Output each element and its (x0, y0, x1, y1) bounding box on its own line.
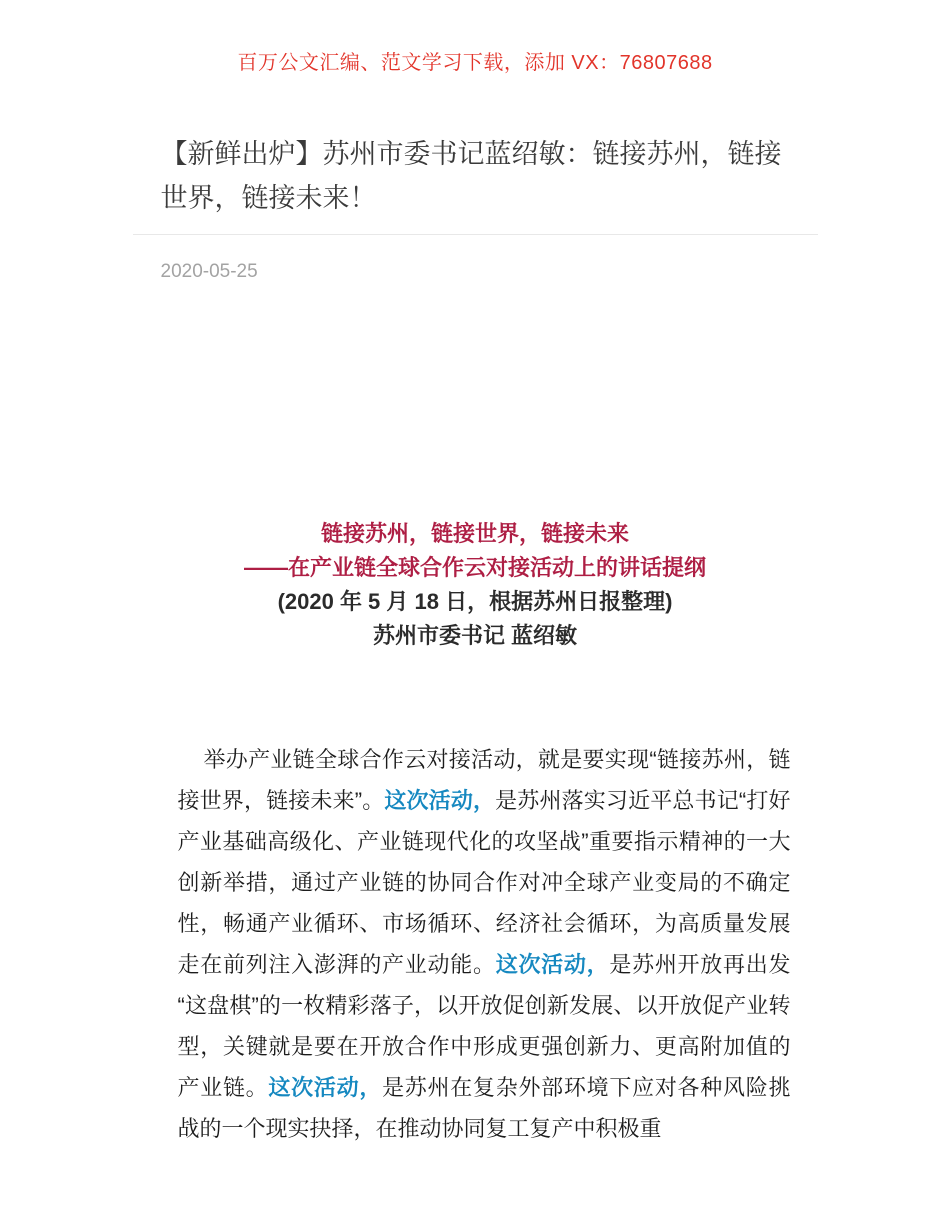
highlight-phrase: 这次活动， (268, 1075, 383, 1100)
paragraph-text: 举办产业链全球合作云对接活动，就是要实现“链接苏州，链接世界，链接未来”。 (177, 747, 791, 813)
body-paragraph (178, 739, 791, 1149)
highlight-phrase: 这次活动， (495, 952, 610, 977)
paragraph-text: 是苏州落实习近平总书记“打好产业基础高级化、产业链现代化的攻坚战”重要指示精神的一大创新举措，通过产业链的协同合作对冲全球产业变局的不确定性，畅通产业循环、市场循环、经济社会循环，为高质量发展走在前列注入澎湃的产业动能。 (177, 788, 791, 977)
speech-title-line2: ——在产业链全球合作云对接活动上的讲话提纲 (243, 555, 706, 580)
article-container (133, 76, 818, 1149)
promo-banner: 百万公文汇编、范文学习下载，添加 VX：76807688 (237, 52, 713, 74)
paragraph-text: 是苏州在复杂外部环境下应对各种风险挑战的一个现实抉择，在推动协同复工复产中积极重 (177, 1075, 791, 1141)
speech-author-line: 苏州市委书记 蓝绍敏 (372, 623, 578, 648)
publish-date: 2020-05-25 (160, 261, 258, 282)
speech-title-line1: 链接苏州，链接世界，链接未来 (320, 521, 629, 546)
speech-heading (133, 517, 818, 653)
paragraph-text: 是苏州开放再出发“这盘棋”的一枚精彩落子，以开放促创新发展、以开放促产业转型，关键就是要在开放合作中形成更强创新力、更高附加值的产业链。 (177, 952, 791, 1100)
title-block (133, 76, 818, 235)
article-title: 【新鲜出炉】苏州市委书记蓝绍敏：链接苏州，链接世界，链接未来！ (160, 139, 782, 213)
highlight-phrase: 这次活动， (384, 788, 496, 813)
speech-meta-line: (2020 年 5 月 18 日，根据苏州日报整理) (277, 589, 673, 614)
